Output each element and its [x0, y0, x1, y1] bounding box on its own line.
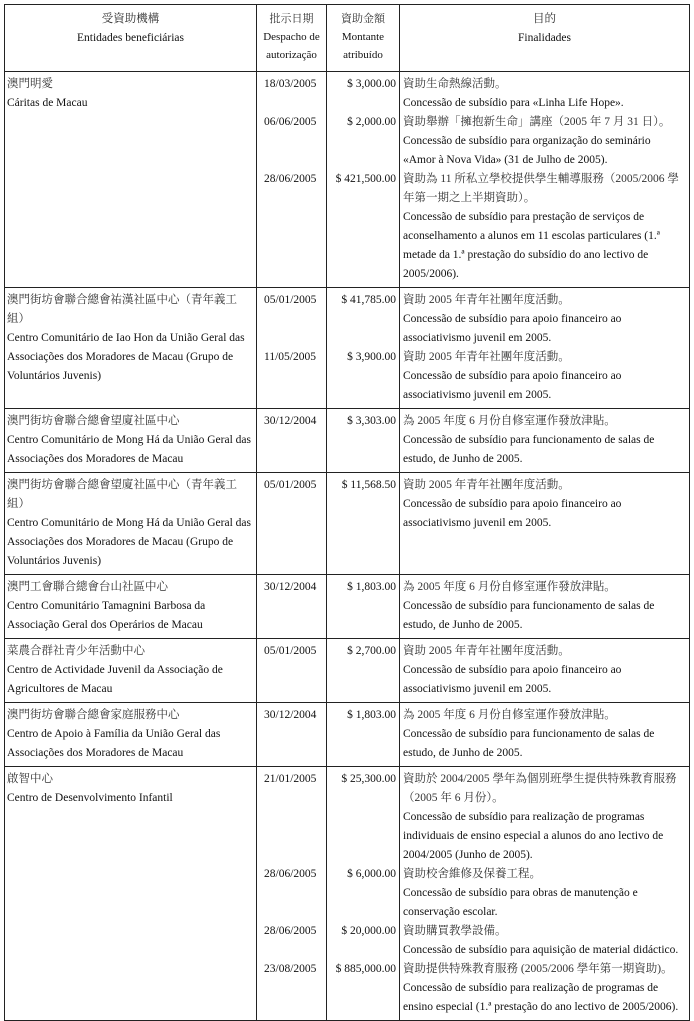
- purpose-cell: [400, 72, 690, 288]
- grant-amount: $ 11,568.50: [341, 479, 396, 491]
- header-date-zh: 批示日期: [269, 13, 314, 25]
- purpose-pt: Concessão de subsídio para funcionamento de salas de estudo, de Junho de 2005.: [403, 600, 655, 631]
- purpose-zh: 資助舉辦「擁抱新生命」講座（2005 年 7 月 31 日）。: [403, 116, 671, 128]
- header-date: [257, 5, 327, 72]
- purpose-block: [403, 706, 686, 763]
- purpose-zh: 資助 2005 年青年社團年度活動。: [403, 479, 570, 491]
- header-entities-zh: 受資助機構: [101, 13, 160, 25]
- purpose-zh: 資助為 11 所私立學校提供學生輔導服務（2005/2006 學年第一期之上半期資助）。: [403, 173, 679, 204]
- table-row: [5, 767, 690, 1021]
- purpose-cell: [400, 409, 690, 473]
- header-amount-pt1: Montante: [341, 31, 385, 43]
- purpose-pt: Concessão de subsídio para realização de programas de ensino especial (1.ª prestação do ano lectivo de 2005/2006).: [403, 982, 679, 1013]
- purpose-pt: Concessão de subsídio para apoio financeiro ao associativismo juvenil em 2005.: [403, 313, 622, 344]
- purpose-block: [403, 170, 686, 284]
- purpose-block: [403, 865, 686, 922]
- purpose-cell: [400, 288, 690, 409]
- approval-date: 30/12/2004: [264, 415, 317, 427]
- table-header-row: [5, 5, 690, 72]
- entity-name-pt: Centro Comunitário de Iao Hon da União Geral das Associações dos Moradores de Macau (Grupo de Voluntários Juvenis): [7, 332, 245, 382]
- entity-name-zh: 澳門街坊會聯合總會望廈社區中心: [7, 415, 180, 427]
- purpose-block: [403, 348, 686, 405]
- approval-date: 06/06/2005: [264, 116, 317, 128]
- purpose-pt: Concessão de subsídio para obras de manutenção e conservação escolar.: [403, 887, 638, 918]
- header-amount-pt2: atribuído: [343, 49, 383, 61]
- purpose-pt: Concessão de subsídio para apoio financeiro ao associativismo juvenil em 2005.: [403, 370, 622, 401]
- date-cell: [257, 575, 327, 639]
- purpose-zh: 為 2005 年度 6 月份自修室運作發放津貼。: [403, 415, 616, 427]
- entity-cell: [5, 767, 257, 1021]
- table-row: [5, 703, 690, 767]
- grants-table: [4, 4, 690, 1021]
- entity-name-pt: Cáritas de Macau: [7, 97, 88, 109]
- purpose-block: [403, 75, 686, 113]
- approval-date: 11/05/2005: [264, 351, 316, 363]
- approval-date: 28/06/2005: [264, 173, 317, 185]
- purpose-cell: [400, 703, 690, 767]
- grant-amount: $ 3,900.00: [347, 351, 396, 363]
- purpose-cell: [400, 639, 690, 703]
- header-entities-pt: Entidades beneficiárias: [77, 32, 184, 44]
- entity-cell: [5, 473, 257, 575]
- entity-name-zh: 澳門明愛: [7, 78, 53, 90]
- purpose-pt: Concessão de subsídio para realização de programas individuais de ensino especial a alunos do ano lectivo de 2004/2005 (Junho de 2005).: [403, 811, 664, 861]
- header-purpose-pt: Finalidades: [517, 32, 572, 44]
- approval-date: 28/06/2005: [264, 925, 317, 937]
- grant-amount: $ 41,785.00: [341, 294, 396, 306]
- purpose-pt: Concessão de subsídio para organização do seminário «Amor à Nova Vida» (31 de Julho de 2005).: [403, 135, 651, 166]
- approval-date: 05/01/2005: [264, 645, 317, 657]
- purpose-zh: 為 2005 年度 6 月份自修室運作發放津貼。: [403, 581, 616, 593]
- table-row: [5, 639, 690, 703]
- amount-cell: [327, 639, 400, 703]
- entity-name-pt: Centro Comunitário Tamagnini Barbosa da Associação Geral dos Operários de Macau: [7, 600, 206, 631]
- purpose-block: [403, 412, 686, 469]
- date-cell: [257, 72, 327, 288]
- approval-date: 28/06/2005: [264, 868, 317, 880]
- date-cell: [257, 767, 327, 1021]
- amount-cell: [327, 288, 400, 409]
- entity-name-pt: Centro de Apoio à Família da União Geral das Associações dos Moradores de Macau: [7, 728, 221, 759]
- purpose-zh: 資助於 2004/2005 學年為個別班學生提供特殊教育服務（2005 年 6 月份）。: [403, 773, 677, 804]
- grant-amount: $ 885,000.00: [335, 963, 396, 975]
- grant-amount: $ 2,000.00: [347, 116, 396, 128]
- table-row: [5, 473, 690, 575]
- header-amount-zh: 資助金額: [341, 13, 385, 25]
- entity-name-zh: 澳門街坊會聯合總會祐漢社區中心（青年義工組）: [7, 294, 237, 325]
- purpose-zh: 資助 2005 年青年社團年度活動。: [403, 294, 570, 306]
- entity-cell: [5, 409, 257, 473]
- table-body: [5, 72, 690, 1021]
- date-cell: [257, 473, 327, 575]
- date-cell: [257, 288, 327, 409]
- purpose-pt: Concessão de subsídio para «Linha Life Hope».: [403, 97, 624, 109]
- grant-amount: $ 3,303.00: [347, 415, 396, 427]
- purpose-block: [403, 578, 686, 635]
- grant-amount: $ 421,500.00: [335, 173, 396, 185]
- entity-name-pt: Centro Comunitário de Mong Há da União Geral das Associações dos Moradores de Macau: [7, 434, 251, 465]
- header-entities: [5, 5, 257, 72]
- entity-cell: [5, 288, 257, 409]
- header-purpose-zh: 目的: [533, 13, 556, 25]
- entity-name-zh: 菜農合群社青少年活動中心: [7, 645, 145, 657]
- purpose-pt: Concessão de subsídio para prestação de serviços de aconselhamento a alunos em 11 escolas particulares (1.ª metade da 1.ª prestação do subsídio do ano lectivo de 2005/2006).: [403, 211, 660, 280]
- amount-cell: [327, 703, 400, 767]
- purpose-pt: Concessão de subsídio para aquisição de material didáctico.: [403, 944, 679, 956]
- header-date-pt2: autorização: [266, 49, 317, 61]
- entity-name-zh: 啟智中心: [7, 773, 53, 785]
- purpose-zh: 資助 2005 年青年社團年度活動。: [403, 645, 570, 657]
- amount-cell: [327, 409, 400, 473]
- grant-amount: $ 1,803.00: [347, 581, 396, 593]
- table-row: [5, 409, 690, 473]
- entity-cell: [5, 72, 257, 288]
- purpose-zh: 資助提供特殊教育服務 (2005/2006 學年第一期資助)。: [403, 963, 673, 975]
- purpose-zh: 為 2005 年度 6 月份自修室運作發放津貼。: [403, 709, 616, 721]
- approval-date: 30/12/2004: [264, 581, 317, 593]
- purpose-block: [403, 642, 686, 699]
- approval-date: 18/03/2005: [264, 78, 317, 90]
- purpose-cell: [400, 575, 690, 639]
- grant-amount: $ 1,803.00: [347, 709, 396, 721]
- date-cell: [257, 639, 327, 703]
- purpose-zh: 資助購買教學設備。: [403, 925, 507, 937]
- entity-name-zh: 澳門街坊會聯合總會家庭服務中心: [7, 709, 180, 721]
- purpose-cell: [400, 767, 690, 1021]
- entity-cell: [5, 703, 257, 767]
- table-row: [5, 288, 690, 409]
- header-amount: [327, 5, 400, 72]
- purpose-pt: Concessão de subsídio para apoio financeiro ao associativismo juvenil em 2005.: [403, 664, 622, 695]
- grant-amount: $ 6,000.00: [347, 868, 396, 880]
- purpose-block: [403, 291, 686, 348]
- date-cell: [257, 409, 327, 473]
- header-date-pt1: Despacho de: [263, 31, 320, 43]
- grant-amount: $ 20,000.00: [341, 925, 396, 937]
- amount-cell: [327, 767, 400, 1021]
- approval-date: 05/01/2005: [264, 294, 317, 306]
- purpose-block: [403, 770, 686, 865]
- approval-date: 05/01/2005: [264, 479, 317, 491]
- purpose-zh: 資助生命熱線活動。: [403, 78, 507, 90]
- purpose-pt: Concessão de subsídio para apoio financeiro ao associativismo juvenil em 2005.: [403, 498, 622, 529]
- table-row: [5, 72, 690, 288]
- approval-date: 21/01/2005: [264, 773, 317, 785]
- amount-cell: [327, 72, 400, 288]
- entity-name-pt: Centro Comunitário de Mong Há da União Geral das Associações dos Moradores de Macau (Grupo de Voluntários Juvenis): [7, 517, 251, 567]
- purpose-pt: Concessão de subsídio para funcionamento de salas de estudo, de Junho de 2005.: [403, 728, 655, 759]
- amount-cell: [327, 575, 400, 639]
- purpose-block: [403, 113, 686, 170]
- approval-date: 23/08/2005: [264, 963, 317, 975]
- purpose-cell: [400, 473, 690, 575]
- purpose-block: [403, 960, 686, 1017]
- header-purpose: [400, 5, 690, 72]
- purpose-pt: Concessão de subsídio para funcionamento de salas de estudo, de Junho de 2005.: [403, 434, 655, 465]
- grant-amount: $ 2,700.00: [347, 645, 396, 657]
- grant-amount: $ 25,300.00: [341, 773, 396, 785]
- approval-date: 30/12/2004: [264, 709, 317, 721]
- entity-name-pt: Centro de Desenvolvimento Infantil: [7, 792, 173, 804]
- purpose-block: [403, 476, 686, 533]
- grants-table-page: [4, 4, 689, 1013]
- entity-name-zh: 澳門街坊會聯合總會望廈社區中心（青年義工組）: [7, 479, 237, 510]
- entity-cell: [5, 639, 257, 703]
- grant-amount: $ 3,000.00: [347, 78, 396, 90]
- purpose-zh: 資助校舍維修及保養工程。: [403, 868, 541, 880]
- date-cell: [257, 703, 327, 767]
- purpose-zh: 資助 2005 年青年社團年度活動。: [403, 351, 570, 363]
- table-row: [5, 575, 690, 639]
- amount-cell: [327, 473, 400, 575]
- entity-name-pt: Centro de Actividade Juvenil da Associação de Agricultores de Macau: [7, 664, 223, 695]
- entity-cell: [5, 575, 257, 639]
- entity-name-zh: 澳門工會聯合總會台山社區中心: [7, 581, 168, 593]
- purpose-block: [403, 922, 686, 960]
